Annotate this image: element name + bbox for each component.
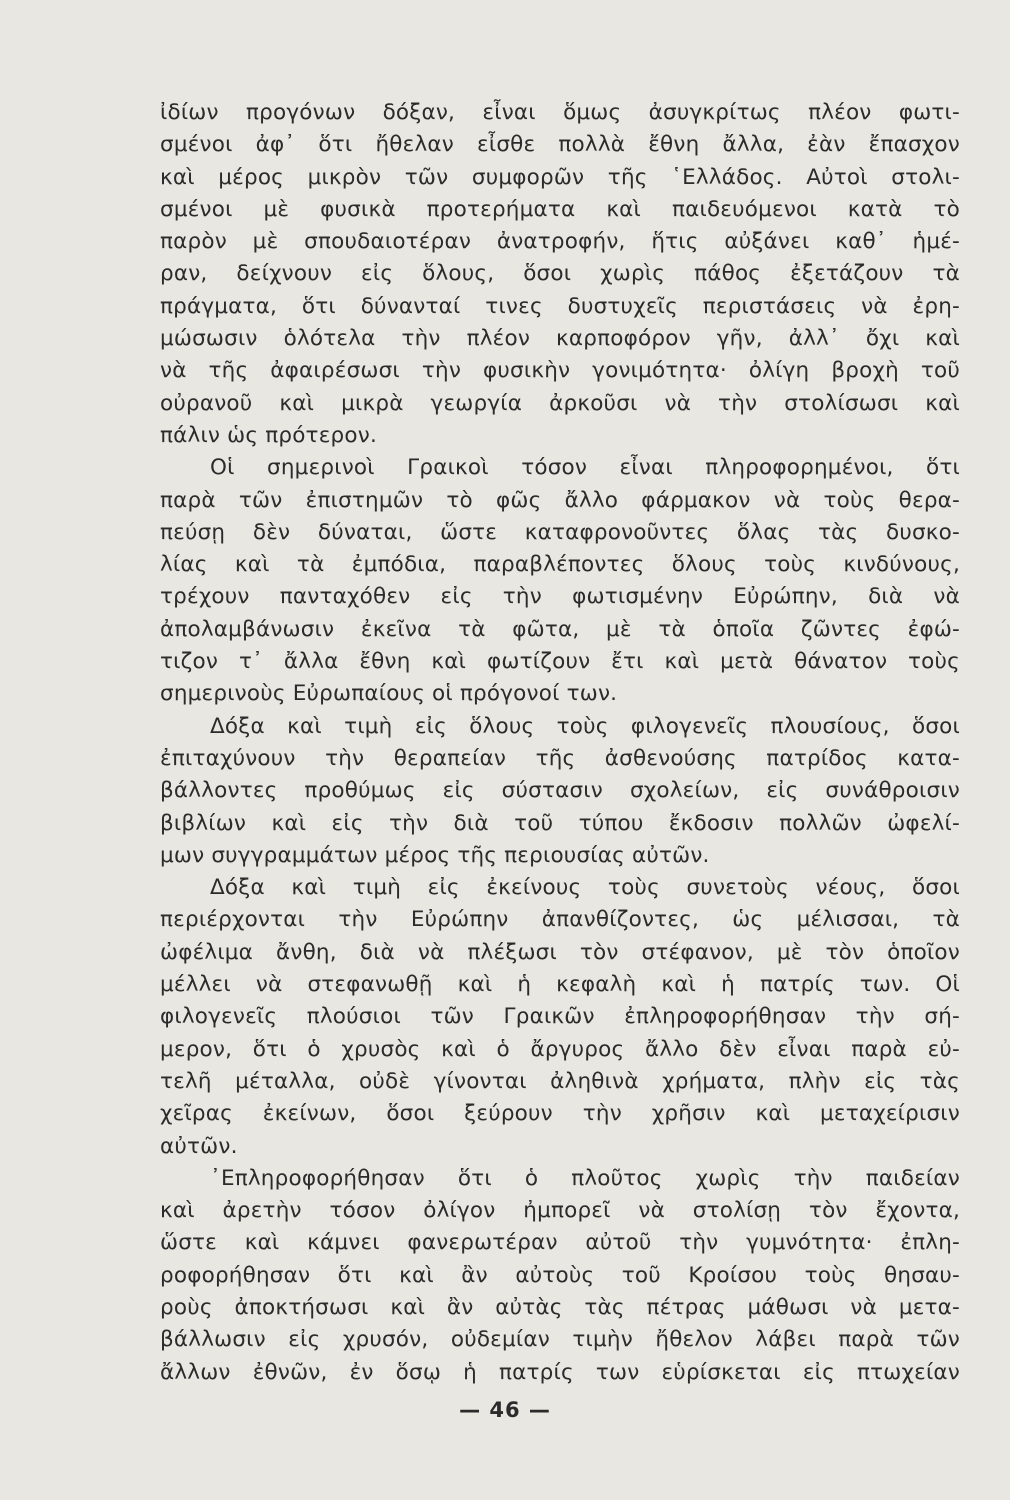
text-line: ὠφέλιμα ἄνθη, διὰ νὰ πλέξωσι τὸν στέφανον, μὲ τὸν ὁποῖον [160, 939, 960, 965]
text-line: αὐτῶν. [160, 1133, 238, 1159]
body-text [160, 97, 960, 1389]
text-line: οὐρανοῦ καὶ μικρὰ γεωργία ἀρκοῦσι νὰ τὴν στολίσωσι καὶ [160, 390, 960, 416]
text-line: ἰδίων προγόνων δόξαν, εἶναι ὅμως ἀσυγκρίτως πλέον φωτι- [160, 100, 960, 125]
paragraph-start-line: Δόξα καὶ τιμὴ εἰς ἐκείνους τοὺς συνετοὺς νέους, ὅσοι [210, 875, 960, 901]
paragraph-start-line: Οἱ σημερινοὶ Γραικοὶ τόσον εἶναι πληροφορημένοι, ὅτι [210, 455, 960, 481]
text-line: νὰ τῆς ἀφαιρέσωσι τὴν φυσικὴν γονιμότητα· ὀλίγη βροχὴ τοῦ [160, 358, 960, 384]
text-line: χεῖρας ἐκείνων, ὅσοι ξεύρουν τὴν χρῆσιν καὶ μεταχείρισιν [160, 1101, 960, 1127]
text-line: βάλλωσιν εἰς χρυσόν, οὐδεμίαν τιμὴν ἤθελον λάβει παρὰ τῶν [160, 1327, 960, 1353]
text-line: φιλογενεῖς πλούσιοι τῶν Γραικῶν ἐπληροφορήθησαν τὴν σή- [160, 1004, 960, 1030]
page-number: — 46 — [459, 1398, 551, 1422]
text-line: ροφορήθησαν ὅτι καὶ ἂν αὐτοὺς τοῦ Κροίσου τοὺς θησαυ- [160, 1262, 960, 1288]
text-line: ροὺς ἀποκτήσωσι καὶ ἂν αὐτὰς τὰς πέτρας μάθωσι νὰ μετα- [160, 1294, 960, 1320]
text-line: τελῆ μέταλλα, οὐδὲ γίνονται ἀληθινὰ χρήματα, πλὴν εἰς τὰς [160, 1068, 960, 1094]
text-line: τιζον τ᾿ ἄλλα ἔθνη καὶ φωτίζουν ἔτι καὶ μετὰ θάνατον τοὺς [160, 649, 960, 675]
text-line: ραν, δείχνουν εἰς ὅλους, ὅσοι χωρὶς πάθος ἐξετάζουν τὰ [160, 261, 960, 287]
text-line: ἀπολαμβάνωσιν ἐκεῖνα τὰ φῶτα, μὲ τὰ ὁποῖα ζῶντες ἐφώ- [160, 616, 960, 642]
text-line: σμένοι ἀφ᾿ ὅτι ἤθελαν εἶσθε πολλὰ ἔθνη ἄλλα, ἐὰν ἔπασχον [160, 132, 960, 158]
text-line: πράγματα, ὅτι δύνανταί τινες δυστυχεῖς περιστάσεις νὰ ἐρη- [160, 293, 960, 319]
text-line: ἐπιταχύνουν τὴν θεραπείαν τῆς ἀσθενούσης πατρίδος κατα- [160, 745, 960, 771]
text-line: παρὸν μὲ σπουδαιοτέραν ἀνατροφήν, ἥτις αὐξάνει καθ᾿ ἡμέ- [160, 229, 960, 255]
text-line: βάλλοντες προθύμως εἰς σύστασιν σχολείων, εἰς συνάθροισιν [160, 778, 960, 804]
text-line: μων συγγραμμάτων μέρος τῆς περιουσίας αὐτῶν. [160, 842, 710, 868]
text-line: βιβλίων καὶ εἰς τὴν διὰ τοῦ τύπου ἔκδοσιν πολλῶν ὠφελί- [160, 810, 960, 836]
paragraph-start-line: ᾿Επληροφορήθησαν ὅτι ὁ πλοῦτος χωρὶς τὴν παιδείαν [210, 1165, 960, 1191]
text-line: ἄλλων ἐθνῶν, ἐν ὅσῳ ἡ πατρίς των εὑρίσκεται εἰς πτωχείαν [160, 1359, 960, 1385]
text-line: μέλλει νὰ στεφανωθῇ καὶ ἡ κεφαλὴ καὶ ἡ πατρίς των. Οἱ [160, 972, 960, 998]
text-line: μερον, ὅτι ὁ χρυσὸς καὶ ὁ ἄργυρος ἄλλο δὲν εἶναι παρὰ εὐ- [160, 1036, 960, 1062]
text-line: καὶ ἀρετὴν τόσον ὀλίγον ἠμπορεῖ νὰ στολίσῃ τὸν ἔχοντα, [160, 1198, 960, 1224]
text-line: μώσωσιν ὁλότελα τὴν πλέον καρποφόρον γῆν, ἀλλ᾿ ὄχι καὶ [160, 326, 960, 352]
text-line: λίας καὶ τὰ ἐμπόδια, παραβλέποντες ὅλους τοὺς κινδύνους, [160, 552, 960, 578]
text-line: πεύσῃ δὲν δύναται, ὥστε καταφρονοῦντες ὅλας τὰς δυσκο- [160, 519, 960, 545]
text-line: πάλιν ὡς πρότερον. [160, 422, 377, 448]
text-line: σμένοι μὲ φυσικὰ προτερήματα καὶ παιδευόμενοι κατὰ τὸ [160, 196, 960, 222]
text-line: σημερινοὺς Εὐρωπαίους οἱ πρόγονοί των. [160, 681, 618, 707]
paragraph-start-line: Δόξα καὶ τιμὴ εἰς ὅλους τοὺς φιλογενεῖς πλουσίους, ὅσοι [210, 713, 960, 739]
text-line: περιέρχονται τὴν Εὐρώπην ἀπανθίζοντες, ὡς μέλισσαι, τὰ [160, 907, 960, 933]
text-line: παρὰ τῶν ἐπιστημῶν τὸ φῶς ἄλλο φάρμακον νὰ τοὺς θερα- [160, 487, 960, 513]
text-line: τρέχουν πανταχόθεν εἰς τὴν φωτισμένην Εὐρώπην, διὰ νὰ [160, 584, 960, 610]
text-line: ὥστε καὶ κάμνει φανερωτέραν αὐτοῦ τὴν γυμνότητα· ἐπλη- [160, 1230, 960, 1256]
text-line: καὶ μέρος μικρὸν τῶν συμφορῶν τῆς ῾Ελλάδος. Αὐτοὶ στολι- [160, 164, 960, 190]
